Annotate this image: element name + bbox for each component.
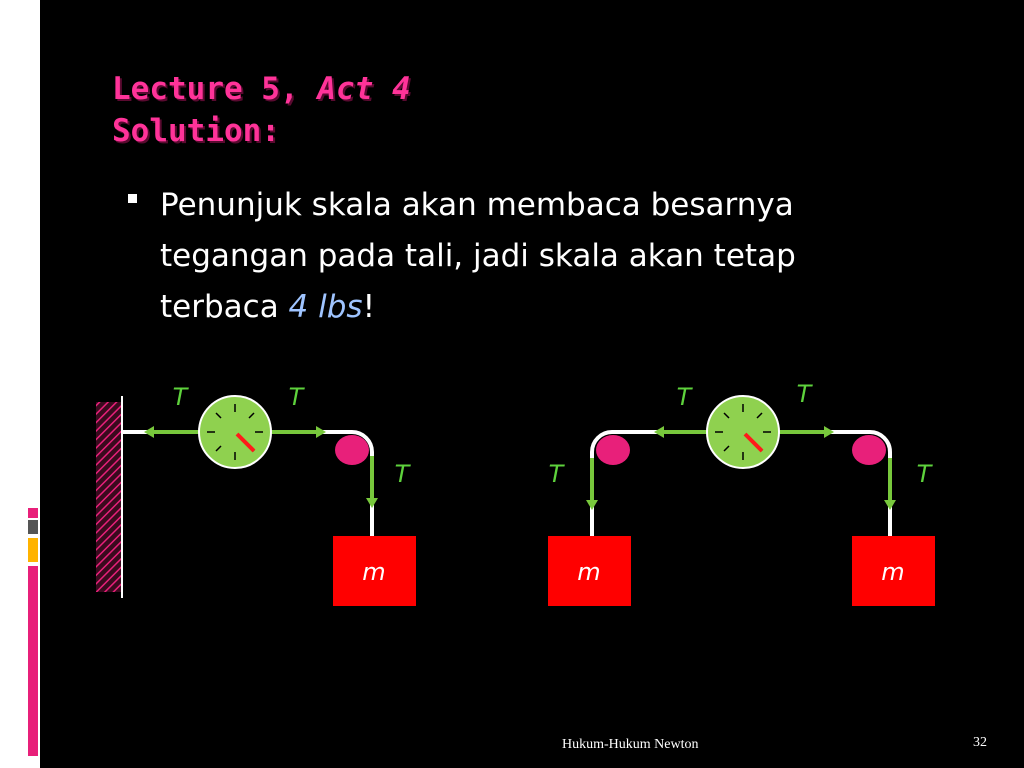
pulley-left <box>335 435 369 465</box>
tension-label: T <box>288 383 304 411</box>
arrow-head-right-3 <box>586 500 598 510</box>
pulley-right-a <box>596 435 630 465</box>
tension-label: T <box>916 460 932 488</box>
bullet-text-end: ! <box>362 289 376 325</box>
mass-label: m <box>577 558 601 586</box>
arrow-head-left-1 <box>144 426 154 438</box>
wall <box>96 402 122 592</box>
tension-label: T <box>676 383 692 411</box>
mass-label: m <box>881 558 905 586</box>
title-line2: Solution: <box>112 113 280 149</box>
tension-label: T <box>394 460 410 488</box>
title-act: Act 4 <box>317 71 411 107</box>
pulley-right-b <box>852 435 886 465</box>
arrow-head-right-4 <box>884 500 896 510</box>
bullet-value: 4 lbs <box>288 289 363 325</box>
spring-scale-right <box>707 396 779 468</box>
bullet-text-main: Penunjuk skala akan membaca besarnya tegangan pada tali, jadi skala akan tetap terbaca <box>160 187 796 325</box>
mass-label: m <box>362 558 386 586</box>
arrow-head-right-2 <box>824 426 834 438</box>
tension-label: T <box>796 380 812 408</box>
title-line1: Lecture 5, <box>112 71 318 107</box>
arrow-head-left-3 <box>366 498 378 508</box>
slide-footer: Hukum-Hukum Newton <box>562 737 699 752</box>
slide-number: 32 <box>973 735 987 750</box>
tension-label: T <box>548 460 564 488</box>
spring-scale-left <box>199 396 271 468</box>
tension-label: T <box>172 383 188 411</box>
arrow-head-right-1 <box>654 426 664 438</box>
arrow-head-left-2 <box>316 426 326 438</box>
